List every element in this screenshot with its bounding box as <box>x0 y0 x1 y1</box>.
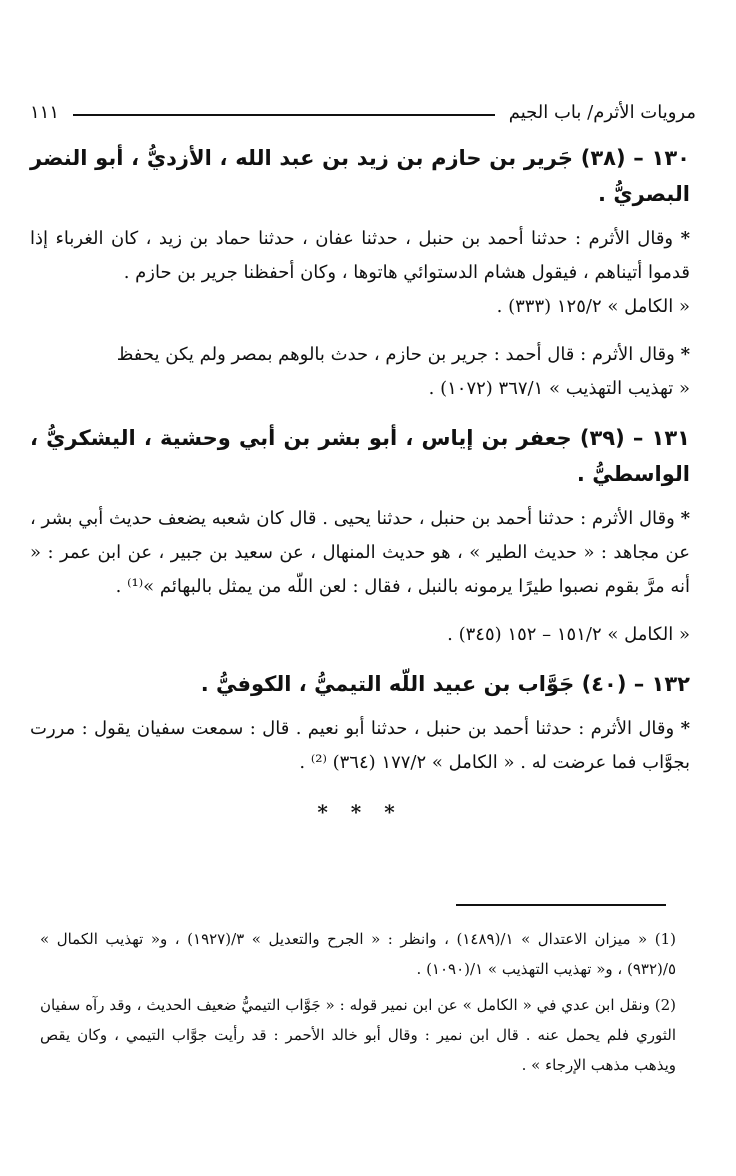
entry-heading-131: ١٣١ – (٣٩) جعفر بن إياس ، أبو بشر بن أبي وحشية ، اليشكريُّ ، الواسطيُّ . <box>30 426 690 486</box>
paragraph-text: وقال الأثرم : حدثنا أحمد بن حنبل ، حدثنا يحيى . قال كان شعبه يضعف حديث أبي بشر ، عن مجاهد : « حديث الطير » ، هو حديث المنهال ، عن سعيد بن جبير ، عن ابن عمر : « أنه مرَّ بقوم نصبوا طيرًا يرمونه بالنبل ، فقال : لعن اللّه من يمثل بالبهائم »⁽¹⁾ . <box>30 508 690 597</box>
source-citation: « الكامل » ١٢٥/٢ (٣٣٣) . <box>496 296 690 317</box>
footnotes <box>40 924 676 1086</box>
entry-heading-132: ١٣٢ – (٤٠) جَوَّاب بن عبيد اللّه التيميُّ ، الكوفيُّ . <box>200 672 690 696</box>
asterisk-marker: * <box>680 718 690 739</box>
asterisk-marker: * <box>680 228 690 249</box>
running-header <box>30 92 696 132</box>
paragraph-text: وقال الأثرم : حدثنا أحمد بن حنبل ، حدثنا أبو نعيم . قال : سمعت سفيان يقول : مررت بجوَّاب فما عرضت له . « الكامل » ١٧٧/٢ (٣٦٤) ⁽²⁾ . <box>30 718 690 773</box>
entry-130-paragraph-1 <box>30 222 690 324</box>
entry-130-paragraph-2 <box>30 338 690 406</box>
source-citation: « تهذيب التهذيب » ٣٦٧/١ (١٠٧٢) . <box>428 378 690 399</box>
entry-132-paragraph-1 <box>30 712 690 780</box>
entry-heading-130: ١٣٠ – (٣٨) جَرير بن حازم بن زيد بن عبد الله ، الأزديُّ ، أبو النضر البصريُّ . <box>30 146 690 206</box>
main-text <box>30 140 690 824</box>
paragraph-text: وقال الأثرم : حدثنا أحمد بن حنبل ، حدثنا عفان ، حدثنا حماد بن زيد ، كان الغرباء إذا قدموا أتيناهم ، فيقول هشام الدستوائي هاتوها ، وكان أحفظنا جرير بن حازم . <box>30 228 690 283</box>
section-divider: * * * <box>317 800 403 824</box>
asterisk-marker: * <box>680 344 690 365</box>
entry-131-paragraph-1 <box>30 502 690 604</box>
header-rule <box>73 114 495 116</box>
running-title: مرويات الأثرم/ باب الجيم <box>508 101 696 123</box>
footnote-1: (1) « ميزان الاعتدال » ١/(١٤٨٩) ، وانظر : « الجرح والتعديل » ٣/(١٩٢٧) ، و« تهذيب الكمال » ٥/(٩٣٢) ، و« تهذيب التهذيب » ١/(١٠٩٠) . <box>40 930 676 978</box>
footnote-2: (2) ونقل ابن عدي في « الكامل » عن ابن نمير قوله : « جَوَّاب التيميُّ ضعيف الحديث ، وقد رآه سفيان الثوري فلم يحمل عنه . قال ابن نمير : وقال أبو خالد الأحمر : قد رأيت جوَّاب التيمي ، وكان يقص ويذهب مذهب الإرجاء » . <box>40 996 676 1074</box>
page-number: ١١١ <box>30 101 60 123</box>
asterisk-marker: * <box>680 508 690 529</box>
source-citation: « الكامل » ١٥١/٢ – ١٥٢ (٣٤٥) . <box>447 624 690 645</box>
paragraph-text: وقال الأثرم : قال أحمد : جرير بن حازم ، حدث بالوهم بمصر ولم يكن يحفظ <box>116 344 675 365</box>
footnote-rule <box>456 904 666 906</box>
